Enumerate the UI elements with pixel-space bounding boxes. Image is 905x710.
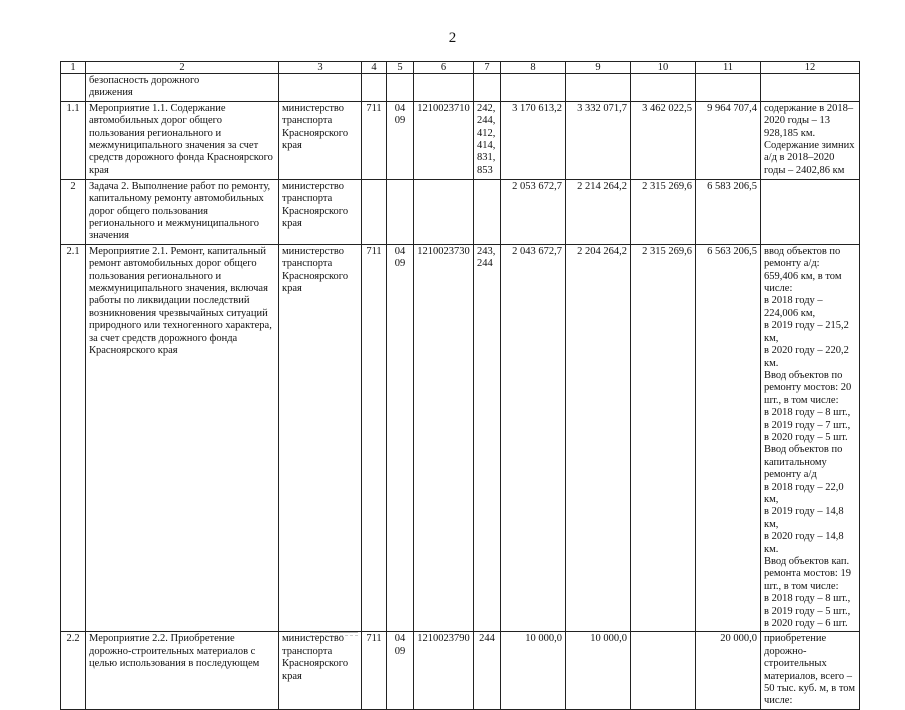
expense-type: [474, 179, 501, 244]
expected-result: [761, 74, 860, 102]
amount-2019: 3 332 071,7: [566, 101, 631, 179]
amount-2018: 2 053 672,7: [501, 179, 566, 244]
amount-2019: 10 000,0: [566, 632, 631, 709]
column-number-row: [61, 62, 860, 74]
amount-2019: [566, 74, 631, 102]
grbs-code: [362, 74, 387, 102]
expense-type: 242, 244, 412, 414, 831, 853: [474, 101, 501, 179]
amount-2020: [631, 632, 696, 709]
amount-total: 6 563 206,5: [696, 244, 761, 632]
grbs-code: 711: [362, 632, 387, 709]
amount-2018: 2 043 672,7: [501, 244, 566, 632]
target-article: [414, 74, 474, 102]
column-number: 6: [414, 62, 474, 74]
scan-artifact: [310, 632, 358, 636]
amount-2020: 2 315 269,6: [631, 179, 696, 244]
executor: министерство транспорта Красноярского края: [279, 101, 362, 179]
expected-result: приобретение дорожно-строительных материалов, всего – 50 тыс. куб. м, в том числе:: [761, 632, 860, 709]
column-number: 11: [696, 62, 761, 74]
section-code: [387, 74, 414, 102]
row-number: 2.2: [61, 632, 86, 709]
executor: министерство транспорта Красноярского края: [279, 179, 362, 244]
column-number: 5: [387, 62, 414, 74]
row-number: [61, 74, 86, 102]
amount-2019: 2 204 264,2: [566, 244, 631, 632]
executor: [279, 74, 362, 102]
column-number: 10: [631, 62, 696, 74]
grbs-code: 711: [362, 101, 387, 179]
task-name: Задача 2. Выполнение работ по ремонту, капитальному ремонту автомобильных дорог общего пользования регионального и межмуниципального значения: [86, 179, 279, 244]
expense-type: 244: [474, 632, 501, 709]
section-code: 04 09: [387, 632, 414, 709]
section-code: 04 09: [387, 244, 414, 632]
column-number: 2: [86, 62, 279, 74]
amount-2020: 3 462 022,5: [631, 101, 696, 179]
table-row: [61, 101, 860, 179]
row-number: 2: [61, 179, 86, 244]
measure-name: Мероприятие 2.1. Ремонт, капитальный ремонт автомобильных дорог общего пользования регионального и межмуниципального значения, включая работы по ликвидации последствий возникновения чрезвычайных ситуаций природного или техногенного характера, за счет средств дорожного фонда Красноярского края: [86, 244, 279, 632]
table-row: [61, 179, 860, 244]
executor: министерство транспорта Красноярского края: [279, 632, 362, 709]
amount-2019: 2 214 264,2: [566, 179, 631, 244]
amount-total: 20 000,0: [696, 632, 761, 709]
expected-result: ввод объектов по ремонту а/д: 659,406 км, в том числе: в 2018 году – 224,006 км, в 2019 году – 215,2 км, в 2020 году – 220,2 км. Ввод объектов по ремонту мостов: 20 шт., в том числе: в 2018 году – 8 шт., в 2019 году – 7 шт., в 2020 году – 5 шт. Ввод объектов по капитальному ремонту а/д в 2018 году – 22,0 км, в 2019 году – 14,8 км, в 2020 году – 14,8 км. Ввод объектов кап. ремонта мостов: 19 шт., в том числе: в 2018 году – 8 шт., в 2019 году – 5 шт., в 2020 году – 6 шт.: [761, 244, 860, 632]
executor: министерство транспорта Красноярского края: [279, 244, 362, 632]
amount-2020: 2 315 269,6: [631, 244, 696, 632]
row-number: 2.1: [61, 244, 86, 632]
section-code: [387, 179, 414, 244]
amount-2018: 3 170 613,2: [501, 101, 566, 179]
column-number: 1: [61, 62, 86, 74]
page-number: 2: [448, 30, 457, 46]
target-article: [414, 179, 474, 244]
target-article: 1210023790: [414, 632, 474, 709]
column-number: 8: [501, 62, 566, 74]
amount-total: 6 583 206,5: [696, 179, 761, 244]
section-code: 04 09: [387, 101, 414, 179]
amount-total: 9 964 707,4: [696, 101, 761, 179]
program-table: [60, 61, 860, 710]
amount-2018: [501, 74, 566, 102]
row-number: 1.1: [61, 101, 86, 179]
column-number: 7: [474, 62, 501, 74]
amount-total: [696, 74, 761, 102]
grbs-code: 711: [362, 244, 387, 632]
expected-result: [761, 179, 860, 244]
table-row: [61, 74, 860, 102]
expense-type: 243, 244: [474, 244, 501, 632]
target-article: 1210023710: [414, 101, 474, 179]
column-number: 9: [566, 62, 631, 74]
amount-2020: [631, 74, 696, 102]
expense-type: [474, 74, 501, 102]
table-row: [61, 632, 860, 709]
column-number: 12: [761, 62, 860, 74]
measure-name: безопасность дорожного движения: [86, 74, 279, 102]
column-number: 4: [362, 62, 387, 74]
amount-2018: 10 000,0: [501, 632, 566, 709]
measure-name: Мероприятие 2.2. Приобретение дорожно-строительных материалов с целью использования в последующем: [86, 632, 279, 709]
expected-result: содержание в 2018–2020 годы – 13 928,185 км. Содержание зимних а/д в 2018–2020 годы – 2402,86 км: [761, 101, 860, 179]
grbs-code: [362, 179, 387, 244]
measure-name: Мероприятие 1.1. Содержание автомобильных дорог общего пользования регионального и межмуниципального значения за счет средств дорожного фонда Красноярского края: [86, 101, 279, 179]
target-article: 1210023730: [414, 244, 474, 632]
column-number: 3: [279, 62, 362, 74]
table-row: [61, 244, 860, 632]
